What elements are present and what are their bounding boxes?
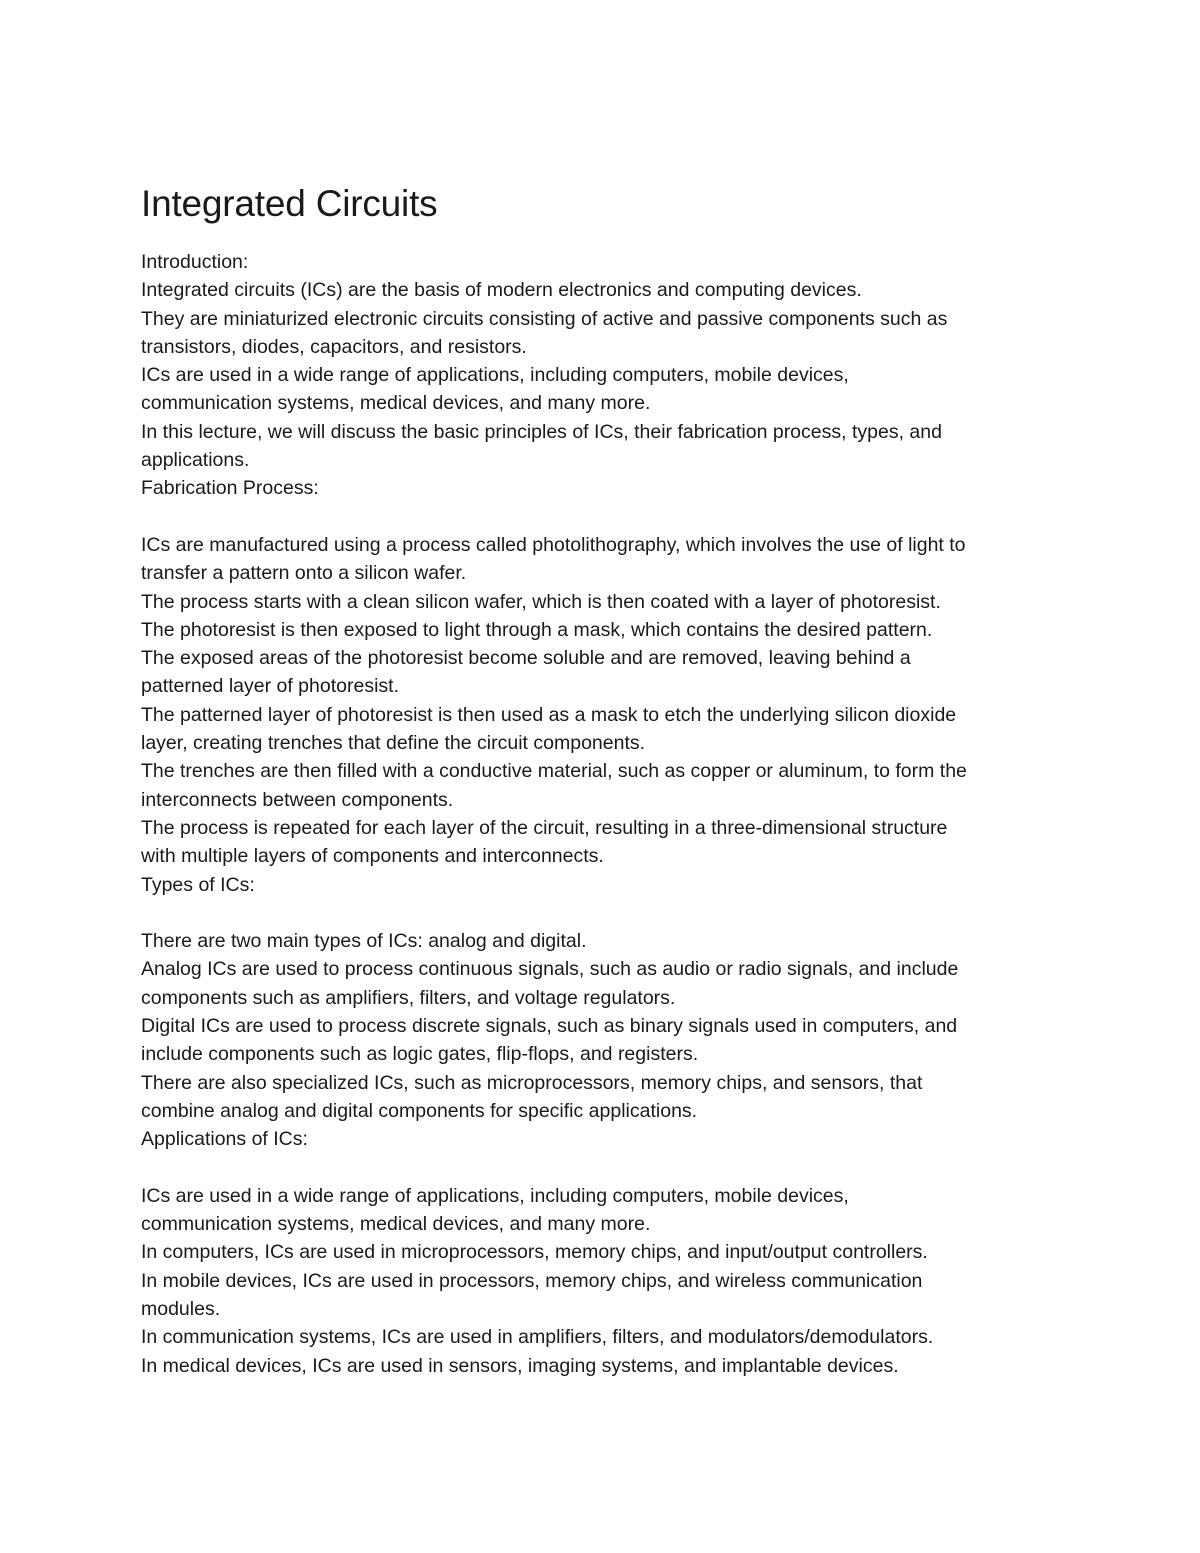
text-line: ICs are used in a wide range of applications, including computers, mobile devices, xyxy=(141,1184,849,1207)
text-line: with multiple layers of components and interconnects. xyxy=(141,845,604,868)
text-line: Integrated circuits (ICs) are the basis of modern electronics and computing devices. xyxy=(141,279,862,302)
document-body xyxy=(141,248,1071,1380)
text-line: transfer a pattern onto a silicon wafer. xyxy=(141,562,467,585)
text-line: In computers, ICs are used in microprocessors, memory chips, and input/output controllers. xyxy=(141,1241,928,1264)
text-line: combine analog and digital components for specific applications. xyxy=(141,1099,698,1122)
text-line: Types of ICs: xyxy=(141,873,255,896)
text-line: modules. xyxy=(141,1297,221,1320)
document-page xyxy=(141,178,1071,1380)
text-line: In this lecture, we will discuss the basic principles of ICs, their fabrication process, types, and xyxy=(141,420,942,443)
text-line: applications. xyxy=(141,449,250,472)
text-line: patterned layer of photoresist. xyxy=(141,675,399,698)
text-line: Applications of ICs: xyxy=(141,1128,308,1151)
text-line: interconnects between components. xyxy=(141,788,454,811)
text-line: layer, creating trenches that define the circuit components. xyxy=(141,732,646,755)
text-line: The photoresist is then exposed to light through a mask, which contains the desired pattern. xyxy=(141,618,933,641)
text-line: In mobile devices, ICs are used in processors, memory chips, and wireless communication xyxy=(141,1269,923,1292)
text-line: In communication systems, ICs are used in amplifiers, filters, and modulators/demodulators. xyxy=(141,1326,934,1349)
text-line: components such as amplifiers, filters, and voltage regulators. xyxy=(141,986,676,1009)
text-line: ICs are used in a wide range of applications, including computers, mobile devices, xyxy=(141,364,849,387)
text-line: The trenches are then filled with a conductive material, such as copper or aluminum, to form the xyxy=(141,760,967,783)
text-line: The exposed areas of the photoresist become soluble and are removed, leaving behind a xyxy=(141,647,911,670)
text-line: The patterned layer of photoresist is then used as a mask to etch the underlying silicon dioxide xyxy=(141,703,957,726)
blank-line xyxy=(141,1154,1071,1182)
text-line: ICs are manufactured using a process called photolithography, which involves the use of light to xyxy=(141,533,966,556)
text-line: Digital ICs are used to process discrete signals, such as binary signals used in computers, and xyxy=(141,1015,958,1038)
text-line: The process starts with a clean silicon wafer, which is then coated with a layer of photoresist. xyxy=(141,590,941,613)
blank-line xyxy=(141,899,1071,927)
document-title: Integrated Circuits xyxy=(141,183,438,224)
text-line: The process is repeated for each layer of the circuit, resulting in a three-dimensional structure xyxy=(141,816,948,839)
text-line: communication systems, medical devices, and many more. xyxy=(141,1213,651,1236)
text-line: In medical devices, ICs are used in sensors, imaging systems, and implantable devices. xyxy=(141,1354,899,1377)
blank-line xyxy=(141,503,1071,531)
text-line: transistors, diodes, capacitors, and resistors. xyxy=(141,335,527,358)
text-line: Fabrication Process: xyxy=(141,477,319,500)
text-line: There are also specialized ICs, such as microprocessors, memory chips, and sensors, that xyxy=(141,1071,923,1094)
text-line: include components such as logic gates, flip-flops, and registers. xyxy=(141,1043,699,1066)
text-line: communication systems, medical devices, and many more. xyxy=(141,392,651,415)
text-line: Introduction: xyxy=(141,251,249,273)
text-line: There are two main types of ICs: analog and digital. xyxy=(141,930,587,953)
text-line: Analog ICs are used to process continuous signals, such as audio or radio signals, and include xyxy=(141,958,959,981)
text-line: They are miniaturized electronic circuits consisting of active and passive components such as xyxy=(141,307,948,330)
